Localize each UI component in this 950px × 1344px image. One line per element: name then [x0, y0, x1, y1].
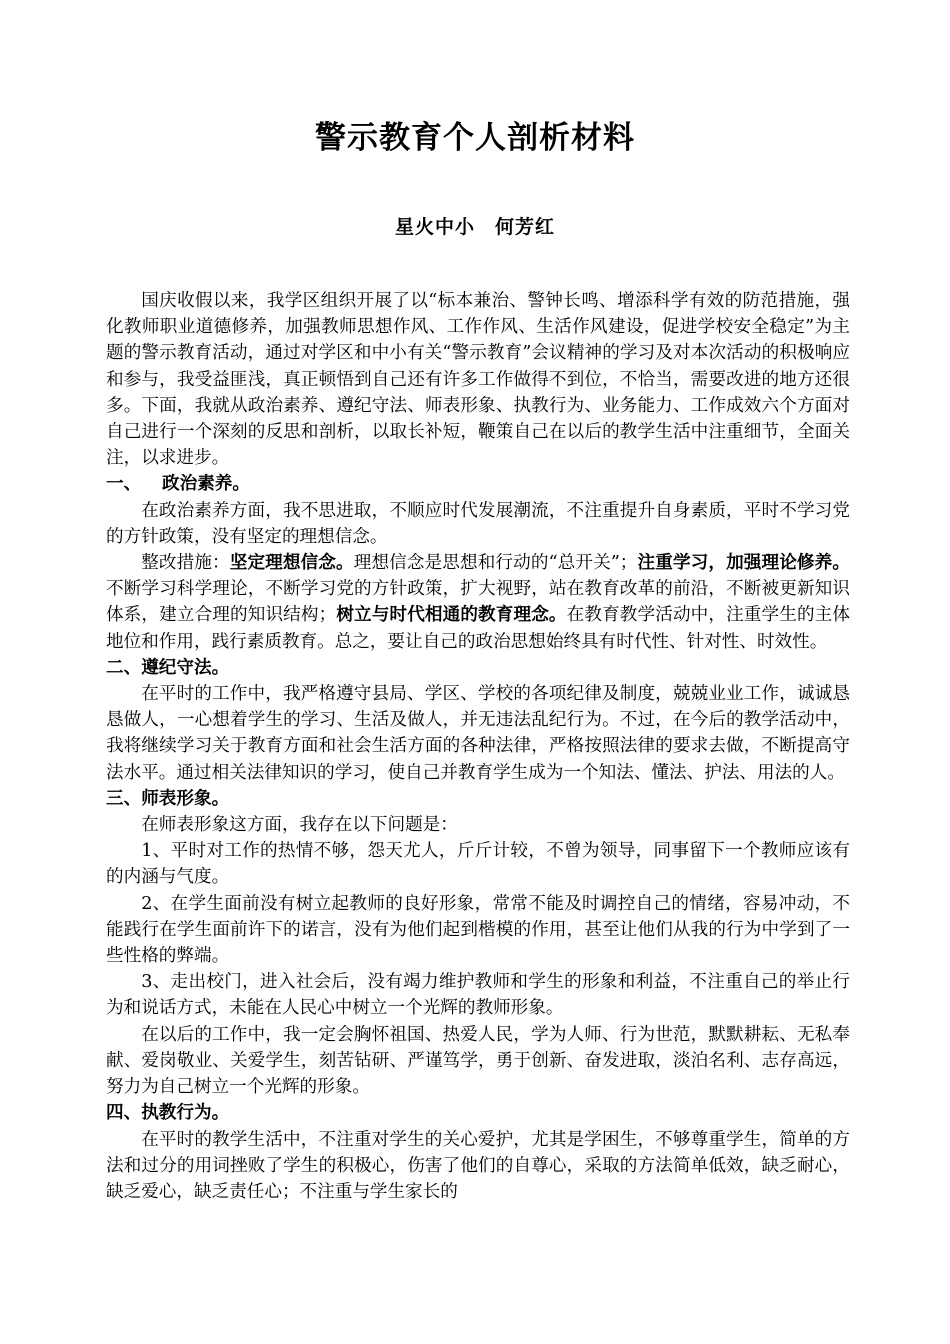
section-heading-teaching: 四、执教行为。: [106, 1102, 230, 1124]
text-run: 不断学习科学理论，不断学习党的方针政策，扩大视野，站在教育改革的前沿，不断被更新知识体系，建立合理的知识结构；: [106, 579, 850, 626]
document-body: [106, 288, 850, 1205]
list-item: 2、在学生面前没有树立起教师的良好形象，常常不能及时调控自己的情绪，容易冲动，不能践行在学生面前许下的诺言，没有为他们起到楷模的作用，甚至让他们从我的行为中学到了一些性格的弊端。: [106, 893, 850, 967]
author-name: 何芳红: [495, 216, 556, 238]
section-heading-politics: [106, 471, 850, 497]
paragraph: 在师表形象这方面，我存在以下问题是：: [141, 815, 458, 836]
paragraph: 在政治素养方面，我不思进取，不顺应时代发展潮流，不注重提升自身素质，平时不学习党的方针政策，没有坚定的理想信念。: [106, 500, 850, 547]
list-item: 1、平时对工作的热情不够，怨天尤人，斤斤计较，不曾为领导，同事留下一个教师应该有的内涵与气度。: [106, 841, 850, 888]
author-school: 星火中小: [394, 216, 475, 238]
section-title: 政治素养。: [162, 473, 250, 495]
emphasis-text: 坚定理想信念。: [229, 553, 354, 574]
page-title: 警示教育个人剖析材料: [315, 120, 635, 156]
text-run: 整改措施：: [141, 553, 230, 574]
paragraph: 在以后的工作中，我一定会胸怀祖国、热爱人民，学为人师、行为世范，默默耕耘、无私奉献、爱岗敬业、关爱学生，刻苦钻研、严谨笃学，勇于创新、奋发进取，淡泊名利、志存高远，努力为自己树立一个光辉的形象。: [106, 1024, 850, 1098]
section-heading-law: 二、遵纪守法。: [106, 656, 230, 678]
section-heading-image: 三、师表形象。: [106, 787, 230, 809]
paragraph: 在平时的教学生活中，不注重对学生的关心爱护，尤其是学困生，不够尊重学生，简单的方法和过分的用词挫败了学生的积极心，伤害了他们的自尊心，采取的方法简单低效，缺乏耐心，缺乏爱心，缺乏责任心；不注重与学生家长的: [106, 1129, 850, 1202]
text-run: 在教育教学活动中，注重学生的主体地位和作用，践行素质教育。总之，要让自己的政治思想始终具有时代性、针对性、时效性。: [106, 605, 850, 652]
emphasis-text: 注重学习，加强理论修养。: [637, 553, 850, 574]
rectification-paragraph: [106, 550, 850, 655]
section-number: 一、: [106, 473, 142, 495]
intro-paragraph: 国庆收假以来，我学区组织开展了以“标本兼治、警钟长鸣、增添科学有效的防范措施，强化教师职业道德修养，加强教师思想作风、工作作风、生活作风建设，促进学校安全稳定”为主题的警示教育活动，通过对学区和中小有关“警示教育”会议精神的学习及对本次活动的积极响应和参与，我受益匪浅，真正顿悟到自己还有许多工作做得不到位，不恰当，需要改进的地方还很多。下面，我就从政治素养、遵纪守法、师表形象、执教行为、业务能力、工作成效六个方面对自己进行一个深刻的反思和剖析，以取长补短，鞭策自己在以后的教学生活中注重细节，全面关注，以求进步。: [106, 291, 850, 469]
emphasis-text: 树立与时代相通的教育理念。: [336, 605, 567, 626]
list-item: 3、走出校门，进入社会后，没有竭力维护教师和学生的形象和利益，不注重自己的举止行为和说话方式，未能在人民心中树立一个光辉的教师形象。: [106, 972, 850, 1019]
text-run: 理想信念是思想和行动的“总开关”；: [353, 553, 638, 574]
author-line: [0, 212, 950, 242]
paragraph: 在平时的工作中，我严格遵守县局、学区、学校的各项纪律及制度，兢兢业业工作，诚诚恳恳做人，一心想着学生的学习、生活及做人，并无违法乱纪行为。不过，在今后的教学活动中，我将继续学习关于教育方面和社会生活方面的各种法律，严格按照法律的要求去做，不断提高守法水平。通过相关法律知识的学习，使自己并教育学生成为一个知法、懂法、护法、用法的人。: [106, 684, 850, 783]
